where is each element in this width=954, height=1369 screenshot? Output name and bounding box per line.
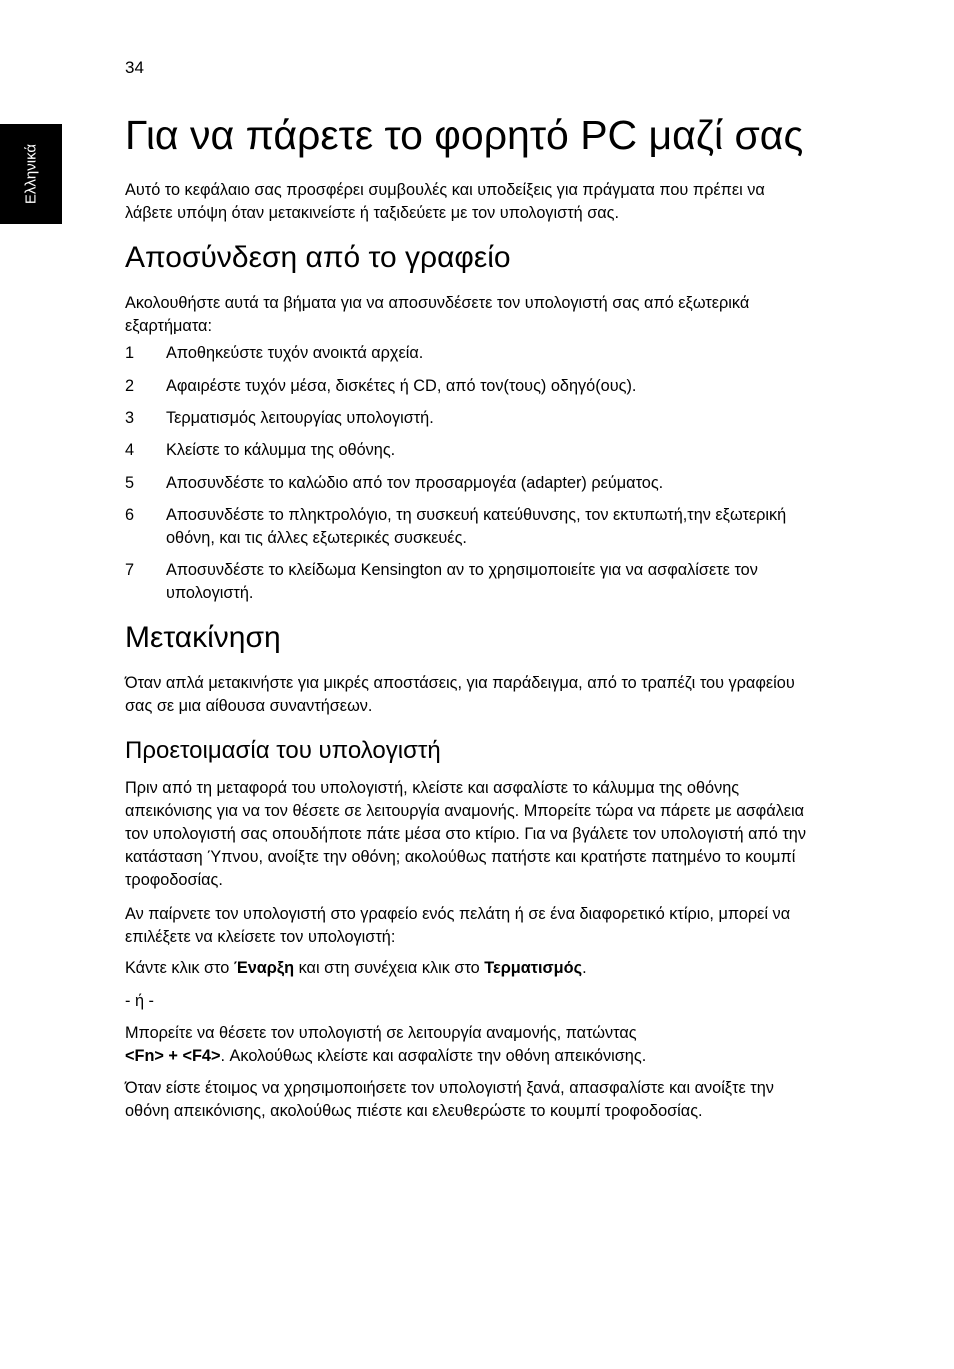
step-text: Αποσυνδέστε το πληκτρολόγιο, τη συσκευή κατεύθυνσης, τον εκτυπωτή,την εξωτερική οθόνη, και τις άλλες εξωτερικές συσκευές.	[166, 506, 787, 547]
shutdown-text-3: .	[582, 959, 587, 977]
language-label: Ελληνικά	[22, 143, 40, 205]
step-text: Κλείστε το κάλυμμα της οθόνης.	[166, 441, 396, 459]
disconnect-intro: Ακολουθήστε αυτά τα βήματα για να αποσυνδέσετε τον υπολογιστή σας από εξωτερικά εξαρτήματα:	[125, 294, 750, 335]
prepare-paragraph-1: Πριν από τη μεταφορά του υπολογιστή, κλείστε και ασφαλίστε το κάλυμμα της οθόνης απεικόνισης για να τον θέσετε σε λειτουργία αναμονής. Μπορείτε τώρα να πάρετε με ασφάλεια τον υπολογιστή σας οπουδήποτε πάτε μέσα στο κτίριο. Για να βγάλετε τον υπολογιστή από την κατάσταση Ύπνου, ανοίξτε την οθόνη; ακολούθως πατήστε και κρατήστε πατημένο το κουμπί τροφοδοσίας.	[125, 779, 806, 889]
step-text: Αποσυνδέστε το καλώδιο από τον προσαρμογέα (adapter) ρεύματος.	[166, 474, 664, 492]
step-number: 7	[125, 561, 135, 579]
prepare-paragraph-2: Αν παίρνετε τον υπολογιστή στο γραφείο ενός πελάτη ή σε ένα διαφορετικό κτίριο, μπορεί να επιλέξετε να κλείσετε τον υπολογιστή:	[125, 905, 791, 946]
step-text: Αφαιρέστε τυχόν μέσα, δισκέτες ή CD, από τον(τους) οδηγό(ους).	[166, 377, 637, 395]
page-title: Για να πάρετε το φορητό PC μαζί σας	[125, 112, 804, 158]
standby-text-1: Μπορείτε να θέσετε τον υπολογιστή σε λειτουργία αναμονής, πατώντας	[125, 1024, 637, 1042]
step-text: Αποσυνδέστε το κλείδωμα Kensington αν το χρησιμοποιείτε για να ασφαλίσετε τον υπολογιστή.	[166, 561, 758, 602]
step-text: Τερματισμός λειτουργίας υπολογιστή.	[166, 409, 434, 427]
language-side-tab	[0, 124, 62, 224]
or-separator: - ή -	[125, 992, 154, 1010]
standby-text-2: . Ακολούθως κλείστε και ασφαλίστε την οθόνη απεικόνισης.	[220, 1047, 647, 1065]
moving-intro: Όταν απλά μετακινήστε για μικρές αποστάσεις, για παράδειγμα, από το τραπέζι του γραφείου σας σε μια αίθουσα συναντήσεων.	[125, 674, 795, 715]
shutdown-text-2: και στη συνέχεια κλικ στο	[294, 959, 485, 977]
chapter-intro: Αυτό το κεφάλαιο σας προσφέρει συμβουλές και υποδείξεις για πράγματα που πρέπει να λάβετε υπόψη όταν μετακινείστε ή ταξιδεύετε με τον υπολογιστή σας.	[125, 181, 765, 222]
step-number: 4	[125, 441, 135, 459]
step-number: 1	[125, 344, 135, 362]
section-heading-disconnect: Αποσύνδεση από το γραφείο	[125, 241, 511, 274]
standby-instruction	[125, 1022, 815, 1068]
prepare-paragraph-5: Όταν είστε έτοιμος να χρησιμοποιήσετε τον υπολογιστή ξανά, απασφαλίστε και ανοίξτε την οθόνη απεικόνισης, ακολούθως πιέστε και ελευθερώστε το κουμπί τροφοδοσίας.	[125, 1079, 774, 1120]
step-number: 5	[125, 474, 135, 492]
shutdown-text-1: Κάντε κλικ στο	[125, 959, 234, 977]
step-text: Αποθηκεύστε τυχόν ανοικτά αρχεία.	[166, 344, 424, 362]
section-heading-moving: Μετακίνηση	[125, 621, 281, 654]
section-heading-prepare: Προετοιμασία του υπολογιστή	[125, 737, 441, 764]
page-number: 34	[125, 58, 144, 77]
step-number: 6	[125, 506, 135, 524]
shutdown-instruction	[125, 957, 815, 980]
standby-keys: <Fn> + <F4>	[125, 1047, 221, 1065]
start-label: Έναρξη	[233, 959, 295, 977]
step-number: 2	[125, 377, 135, 395]
shutdown-label: Τερματισμός	[484, 959, 583, 977]
step-number: 3	[125, 409, 135, 427]
